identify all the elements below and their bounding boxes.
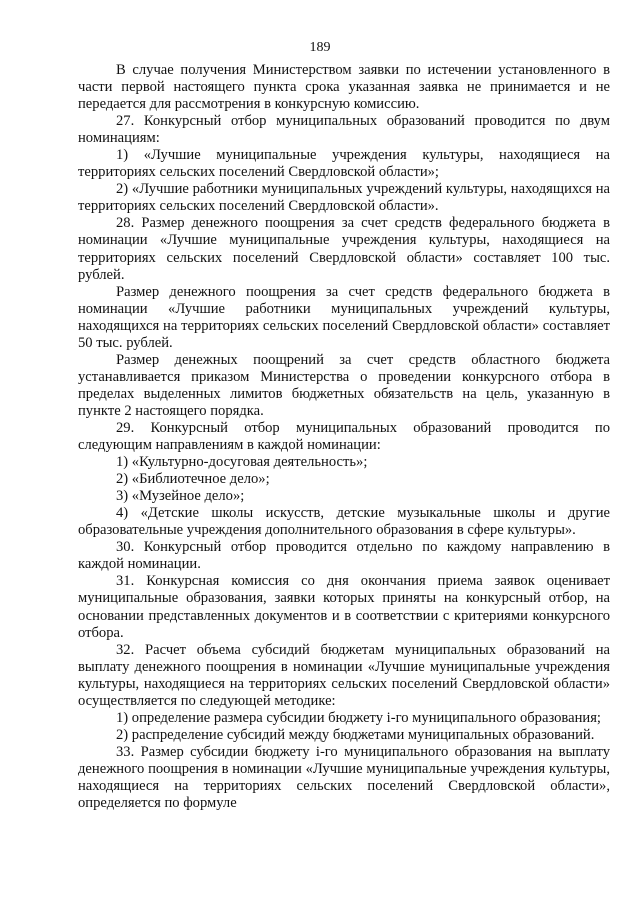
paragraph: 1) определение размера субсидии бюджету i-го муниципального образования; (116, 709, 601, 726)
paragraph: 2) «Библиотечное дело»; (116, 471, 270, 488)
paragraph: 2) «Лучшие работники муниципальных учреждений культуры, находящихся на территориях сельских поселений Свердловской области». (78, 181, 610, 215)
paragraph: 1) «Культурно-досуговая деятельность»; (116, 454, 368, 471)
paragraph: 29. Конкурсный отбор муниципальных образований проводится по следующим направлениям в каждой номинации: (78, 419, 610, 454)
paragraph: Размер денежных поощрений за счет средств областного бюджета устанавливается приказом Министерства о проведении конкурсного отбора в пределах выделенных лимитов бюджетных обязательств на цель, указанную в пункте 2 настоящего порядка. (78, 351, 610, 419)
paragraph: 3) «Музейное дело»; (116, 488, 245, 505)
paragraph: Размер денежного поощрения за счет средств федерального бюджета в номинации «Лучшие работники муниципальных учреждений культуры, находящихся на территориях сельских поселений Свердловской области» составляет 50 тыс. рублей. (78, 283, 610, 351)
body-text (78, 62, 610, 812)
paragraph: 31. Конкурсная комиссия со дня окончания приема заявок оценивает муниципальные образования, заявки которых приняты на конкурсный отбор, на основании представленных документов и в соответствии с критериями конкурсного отбора. (78, 573, 610, 641)
paragraph: 27. Конкурсный отбор муниципальных образований проводится по двум номинациям: (78, 113, 610, 147)
paragraph: 1) «Лучшие муниципальные учреждения культуры, находящиеся на территориях сельских поселений Свердловской области»; (78, 147, 610, 181)
paragraph: 28. Размер денежного поощрения за счет средств федерального бюджета в номинации «Лучшие муниципальные учреждения культуры, находящиеся на территориях сельских поселений Свердловской области» составляет 100 тыс. рублей. (78, 215, 610, 283)
paragraph: 4) «Детские школы искусств, детские музыкальные школы и другие образовательные учреждения дополнительного образования в сфере культуры». (78, 505, 610, 539)
page-number: 189 (309, 40, 331, 55)
paragraph: 33. Размер субсидии бюджету i-го муниципального образования на выплату денежного поощрения в номинации «Лучшие муниципальные учреждения культуры, находящиеся на территориях сельских поселений Свердловской области», определяется по формуле (78, 743, 610, 812)
paragraph: 30. Конкурсный отбор проводится отдельно по каждому направлению в каждой номинации. (78, 539, 610, 573)
paragraph: В случае получения Министерством заявки по истечении установленного в части первой настоящего пункта срока указанная заявка не принимается и не передается для рассмотрения в конкурсную комиссию. (78, 62, 610, 113)
paragraph: 2) распределение субсидий между бюджетами муниципальных образований. (116, 726, 595, 743)
paragraph: 32. Расчет объема субсидий бюджетам муниципальных образований на выплату денежного поощрения в номинации «Лучшие муниципальные учреждения культуры, находящиеся на территориях сельских поселений Свердловской области» осуществляется по следующей методике: (78, 641, 610, 709)
